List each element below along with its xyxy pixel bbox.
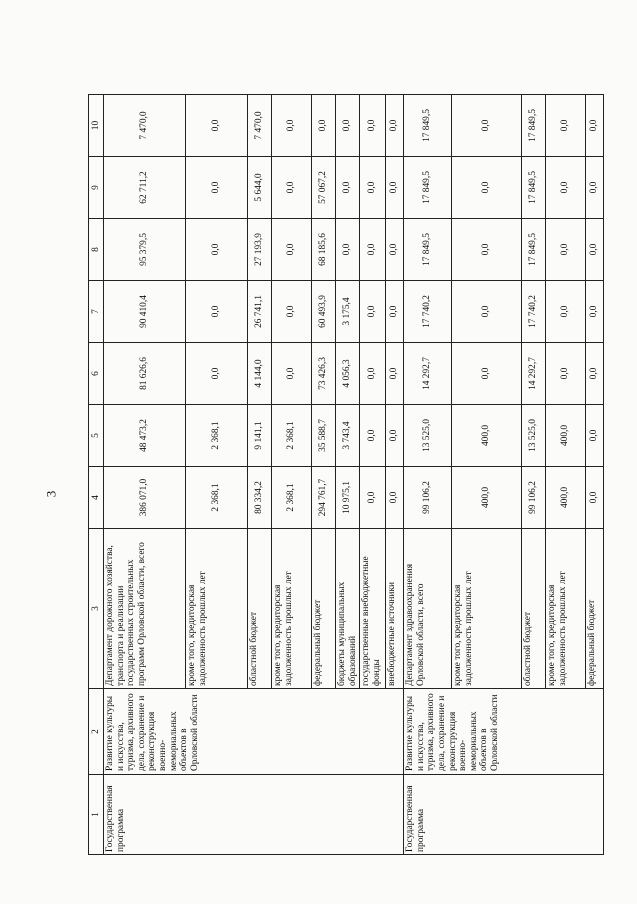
value-cell: 0,0 [360,281,386,343]
program-name-cell: Развитие культуры и искусства, туризма, архивного дела, сохранение и реконструкция военно-мемориальных объектов в Орловской области [104,689,404,775]
value-cell: 95 379,5 [104,219,186,281]
value-cell: 10 975,1 [336,467,360,529]
value-cell: 14 292,7 [522,343,546,405]
value-cell: 48 473,2 [104,405,186,467]
value-cell: 0,0 [360,219,386,281]
budget-table [88,94,604,855]
value-cell: 0,0 [272,219,312,281]
value-cell: 14 292,7 [404,343,452,405]
value-cell: 400,0 [546,467,586,529]
value-cell: 0,0 [452,95,522,157]
value-cell: 57 067,2 [312,157,336,219]
value-cell: 0,0 [186,219,248,281]
header-cell: 8 [89,219,104,281]
value-cell: 0,0 [272,281,312,343]
value-cell: 0,0 [360,157,386,219]
value-cell: 0,0 [360,343,386,405]
value-cell: 0,0 [272,343,312,405]
value-cell: 0,0 [312,95,336,157]
value-cell: 17 849,5 [404,95,452,157]
value-cell: 60 493,9 [312,281,336,343]
value-cell: 0,0 [386,343,404,405]
row-label-cell: кроме того, кредиторская задолженность прошлых лет [272,529,312,689]
value-cell: 2 368,1 [272,467,312,529]
value-cell: 0,0 [386,157,404,219]
row-label-cell: кроме того, кредиторская задолженность прошлых лет [546,529,586,689]
value-cell: 7 470,0 [104,95,186,157]
value-cell: 5 644,0 [248,157,272,219]
header-cell: 9 [89,157,104,219]
value-cell: 4 056,3 [336,343,360,405]
value-cell: 62 711,2 [104,157,186,219]
value-cell: 2 368,1 [186,467,248,529]
value-cell: 0,0 [546,343,586,405]
value-cell: 17 849,5 [404,157,452,219]
program-type-cell: Государственная программа [404,775,604,855]
value-cell: 27 193,9 [248,219,272,281]
value-cell: 400,0 [546,405,586,467]
header-row [89,95,104,855]
value-cell: 0,0 [586,343,604,405]
table-row [104,95,186,855]
value-cell: 0,0 [186,343,248,405]
value-cell: 0,0 [586,219,604,281]
value-cell: 0,0 [186,95,248,157]
value-cell: 0,0 [386,219,404,281]
value-cell: 0,0 [360,95,386,157]
value-cell: 17 740,2 [522,281,546,343]
value-cell: 17 849,5 [522,95,546,157]
value-cell: 0,0 [546,95,586,157]
value-cell: 68 185,6 [312,219,336,281]
rotated-table-wrapper [88,95,600,855]
value-cell: 4 144,0 [248,343,272,405]
value-cell: 35 588,7 [312,405,336,467]
value-cell: 2 368,1 [186,405,248,467]
table-row [404,95,452,855]
value-cell: 0,0 [272,157,312,219]
value-cell: 0,0 [336,219,360,281]
value-cell: 294 761,7 [312,467,336,529]
value-cell: 0,0 [546,281,586,343]
value-cell: 90 410,4 [104,281,186,343]
header-cell: 10 [89,95,104,157]
header-cell: 3 [89,529,104,689]
row-label-cell: областной бюджет [522,529,546,689]
row-label-cell: Департамент дорожного хозяйства, транспорта и реализации государственных строительных программ Орловской области, всего [104,529,186,689]
table-body [89,95,604,855]
value-cell: 0,0 [360,405,386,467]
value-cell: 0,0 [586,405,604,467]
value-cell: 99 106,2 [522,467,546,529]
header-cell: 5 [89,405,104,467]
header-cell: 6 [89,343,104,405]
row-label-cell: федеральный бюджет [312,529,336,689]
row-label-cell: государственные внебюджетные фонды [360,529,386,689]
row-label-cell: внебюджетные источники [386,529,404,689]
value-cell: 0,0 [272,95,312,157]
value-cell: 17 849,5 [522,157,546,219]
header-cell: 4 [89,467,104,529]
value-cell: 2 368,1 [272,405,312,467]
value-cell: 3 743,4 [336,405,360,467]
value-cell: 0,0 [386,467,404,529]
value-cell: 0,0 [386,95,404,157]
value-cell: 73 426,3 [312,343,336,405]
row-label-cell: кроме того, кредиторская задолженность прошлых лет [186,529,248,689]
value-cell: 400,0 [452,467,522,529]
value-cell: 0,0 [360,467,386,529]
header-cell: 2 [89,689,104,775]
value-cell: 9 141,1 [248,405,272,467]
value-cell: 0,0 [386,281,404,343]
value-cell: 13 525,0 [404,405,452,467]
value-cell: 80 334,2 [248,467,272,529]
value-cell: 81 626,6 [104,343,186,405]
row-label-cell: кроме того, кредиторская задолженность прошлых лет [452,529,522,689]
value-cell: 7 470,0 [248,95,272,157]
value-cell: 400,0 [452,405,522,467]
value-cell: 0,0 [386,405,404,467]
value-cell: 3 175,4 [336,281,360,343]
row-label-cell: федеральный бюджет [586,529,604,689]
value-cell: 0,0 [452,343,522,405]
value-cell: 13 525,0 [522,405,546,467]
value-cell: 17 849,5 [404,219,452,281]
value-cell: 0,0 [336,95,360,157]
value-cell: 0,0 [546,219,586,281]
value-cell: 386 071,0 [104,467,186,529]
value-cell: 0,0 [452,281,522,343]
value-cell: 0,0 [336,157,360,219]
row-label-cell: Департамент здравоохранения Орловской области, всего [404,529,452,689]
header-cell: 7 [89,281,104,343]
value-cell: 99 106,2 [404,467,452,529]
value-cell: 0,0 [452,219,522,281]
program-name-cell: Развитие культуры и искусства, туризма, архивного дела, сохранение и реконструкция военно-мемориальных объектов в Орловской области [404,689,604,775]
value-cell: 0,0 [586,95,604,157]
value-cell: 0,0 [186,281,248,343]
value-cell: 17 849,5 [522,219,546,281]
value-cell: 17 740,2 [404,281,452,343]
value-cell: 0,0 [586,281,604,343]
page-number: 3 [43,490,59,498]
value-cell: 0,0 [586,157,604,219]
program-type-cell: Государственная программа [104,775,404,855]
value-cell: 0,0 [452,157,522,219]
value-cell: 0,0 [186,157,248,219]
row-label-cell: бюджеты муниципальных образований [336,529,360,689]
row-label-cell: областной бюджет [248,529,272,689]
header-cell: 1 [89,775,104,855]
value-cell: 0,0 [546,157,586,219]
value-cell: 26 741,1 [248,281,272,343]
value-cell: 0,0 [586,467,604,529]
